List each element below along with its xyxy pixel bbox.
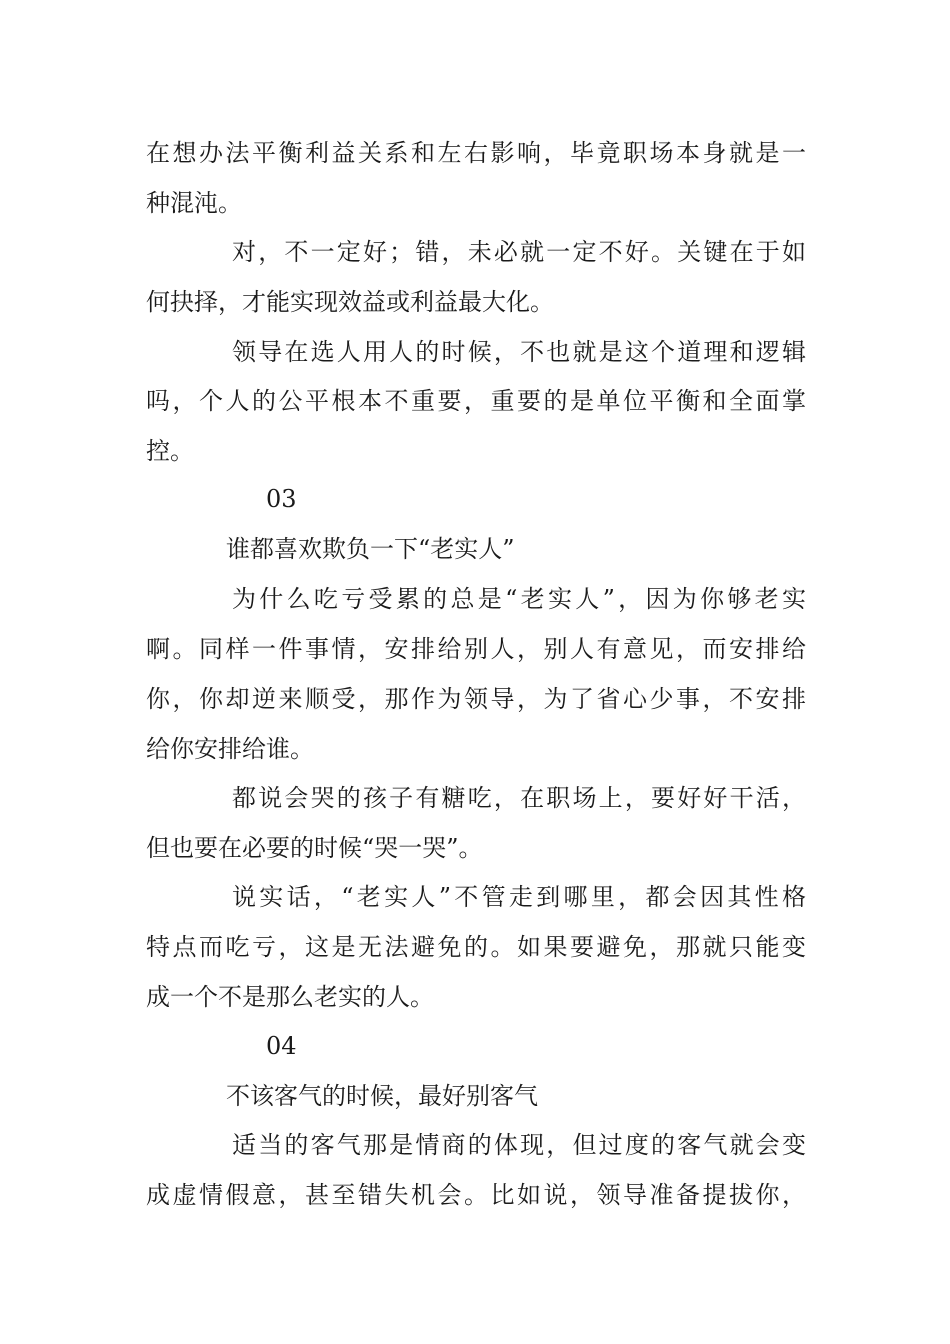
paragraph-line: 但也要在必要的时候“哭一哭”。 (146, 834, 483, 862)
paragraph-line: 何抉择，才能实现效益或利益最大化。 (146, 288, 554, 316)
paragraph-line: 为什么吃亏受累的总是“老实人”，因为你够老实 (232, 585, 806, 613)
paragraph-line: 给你安排给谁。 (146, 735, 314, 763)
section-number: 03 (266, 485, 297, 513)
paragraph-line: 成一个不是那么老实的人。 (146, 983, 434, 1011)
section-title: 不该客气的时候，最好别客气 (226, 1082, 538, 1110)
section-number: 04 (266, 1032, 297, 1060)
paragraph-line: 成虚情假意，甚至错失机会。比如说，领导准备提拔你， (146, 1181, 806, 1209)
paragraph-line: 特点而吃亏，这是无法避免的。如果要避免，那就只能变 (146, 933, 806, 961)
paragraph-line: 适当的客气那是情商的体现，但过度的客气就会变 (232, 1131, 806, 1159)
paragraph-line: 控。 (146, 437, 194, 465)
paragraph-line: 领导在选人用人的时候，不也就是这个道理和逻辑 (232, 338, 806, 366)
paragraph-line: 你，你却逆来顺受，那作为领导，为了省心少事，不安排 (146, 685, 806, 713)
paragraph-line: 说实话，“老实人”不管走到哪里，都会因其性格 (232, 883, 806, 911)
section-title: 谁都喜欢欺负一下“老实人” (226, 535, 515, 563)
paragraph-line: 对，不一定好；错，未必就一定不好。关键在于如 (232, 238, 806, 266)
paragraph-line: 在想办法平衡利益关系和左右影响，毕竟职场本身就是一 (146, 139, 806, 167)
paragraph-line: 都说会哭的孩子有糖吃，在职场上，要好好干活， (232, 784, 806, 812)
paragraph-line: 啊。同样一件事情，安排给别人，别人有意见，而安排给 (146, 635, 806, 663)
paragraph-line: 种混沌。 (146, 189, 242, 217)
paragraph-line: 吗，个人的公平根本不重要，重要的是单位平衡和全面掌 (146, 387, 806, 415)
